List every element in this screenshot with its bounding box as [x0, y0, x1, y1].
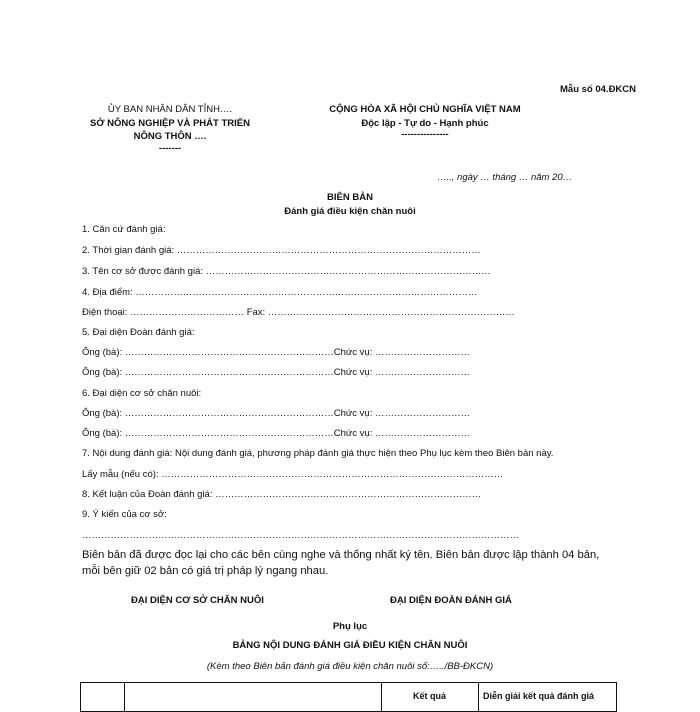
opinion-dotted-line: …………………………………………………………………………………………………………………………: [82, 530, 519, 541]
item-2-time: 2. Thời gian đánh giá: ……………………………………………………………………………………: [82, 245, 481, 256]
facility-member-line: Ông (bà): …………………………………………………………Chức vụ: …………………………: [82, 428, 470, 439]
table-header-result: Kết quả: [412, 691, 446, 701]
item-5-evaluation-team: 5. Đại diện Đoàn đánh giá:: [82, 327, 195, 338]
form-code: Mẫu số 04.ĐKCN: [560, 84, 637, 95]
team-member-line: Ông (bà): …………………………………………………………Chức vụ: …………………………: [82, 367, 470, 378]
document-subtitle: Đánh giá điều kiện chăn nuôi: [284, 206, 416, 217]
agency-line-3: NÔNG THÔN ….: [133, 131, 207, 142]
appendix-note: (Kèm theo Biên bản đánh giá điều kiện chăn nuôi số:…../BB-ĐKCN): [206, 661, 494, 672]
appendix-title: BẢNG NỘI DUNG ĐÁNH GIÁ ĐIỀU KIỆN CHĂN NUÔI: [232, 640, 468, 651]
item-4-location: 4. Địa điểm: ………………………………………………………………………………………………: [82, 287, 478, 298]
closing-line-1: Biên bản đã được đọc lại cho các bên cùng nghe và thống nhất ký tên. Biên bản được lập thành 04 bản,: [82, 549, 600, 561]
date-line: ….., ngày … tháng … năm 20…: [437, 172, 573, 183]
document-title: BIÊN BẢN: [327, 192, 373, 203]
sampling-line: Lấy mẫu (nếu có): ………………………………………………………………………………………………: [82, 469, 504, 480]
agency-line-1: ỦY BAN NHÂN DÂN TỈNH….: [107, 104, 233, 115]
table-header-explanation: Diễn giải kết quả đánh giá: [483, 691, 595, 701]
table-divider: [124, 683, 125, 711]
appendix-table: [80, 682, 617, 712]
phone-fax-line: Điện thoại: ……………………………… Fax: ……………………………………………………………………: [82, 307, 515, 318]
signature-facility: ĐẠI DIỆN CƠ SỞ CHĂN NUÔI: [131, 595, 264, 606]
team-member-line: Ông (bà): …………………………………………………………Chức vụ: …………………………: [82, 347, 470, 358]
facility-member-line: Ông (bà): …………………………………………………………Chức vụ: …………………………: [82, 408, 470, 419]
table-divider: [478, 683, 479, 711]
nation-line-1: CỘNG HÒA XÃ HỘI CHỦ NGHĨA VIỆT NAM: [329, 104, 521, 115]
closing-line-2: mỗi bên giữ 02 bản có giá trị pháp lý ngang nhau.: [82, 565, 329, 577]
item-1-basis: 1. Căn cứ đánh giá:: [82, 224, 166, 235]
item-9-facility-opinion: 9. Ý kiến của cơ sở:: [82, 509, 167, 520]
item-6-facility-representative: 6. Đại diện cơ sở chăn nuôi:: [82, 388, 202, 399]
item-7-content: 7. Nội dung đánh giá: Nội dung đánh giá, phương pháp đánh giá thực hiện theo Phụ lục kèm theo Biên bản này.: [82, 448, 554, 459]
nation-divider: ---------------: [401, 129, 449, 140]
nation-motto: Độc lập - Tự do - Hạnh phúc: [361, 118, 489, 129]
item-8-conclusion: 8. Kết luận của Đoàn đánh giá: …………………………………………………………………………: [82, 489, 482, 500]
item-3-facility-name: 3. Tên cơ sở được đánh giá: ………………………………………………………………………………: [82, 266, 491, 277]
agency-divider: -------: [158, 143, 182, 154]
agency-line-2: SỞ NÔNG NGHIỆP VÀ PHÁT TRIỂN: [90, 118, 250, 129]
appendix-label: Phụ lục: [332, 621, 368, 632]
signature-team: ĐẠI DIỆN ĐOÀN ĐÁNH GIÁ: [390, 595, 512, 606]
